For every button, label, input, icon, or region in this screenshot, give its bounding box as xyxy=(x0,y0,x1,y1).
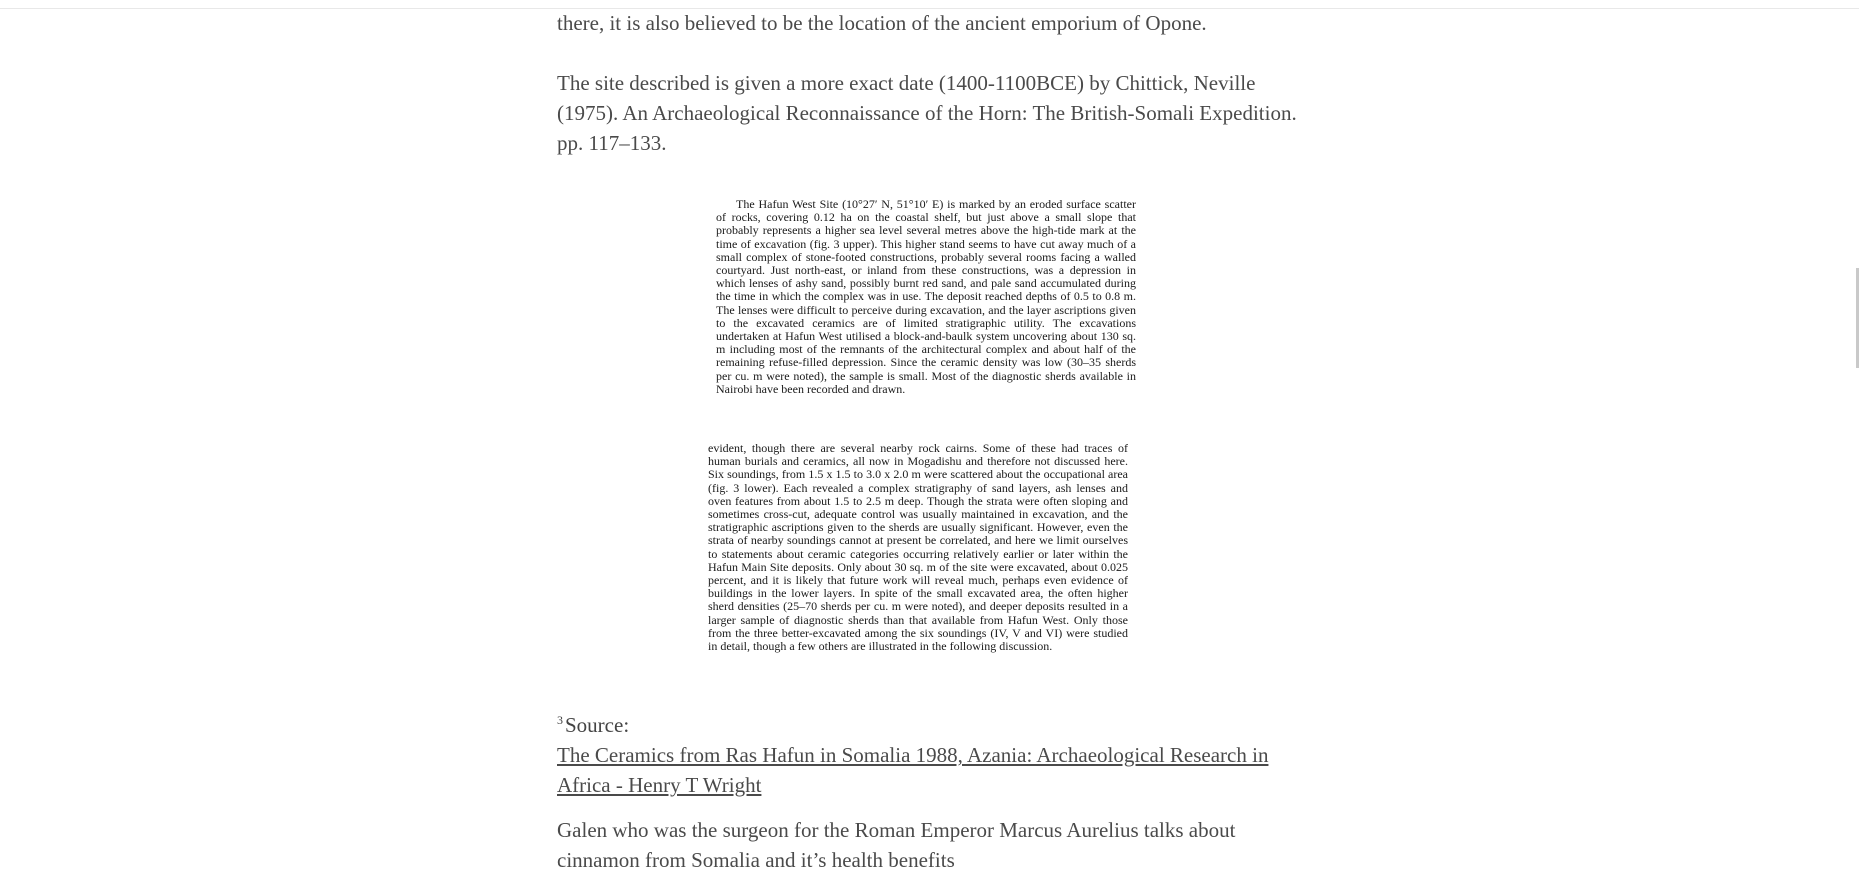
source-label: Source: xyxy=(565,713,630,737)
scanned-excerpt-text: evident, though there are several nearby rock cairns. Some of these had traces of human burials and ceramics, all now in Mogadishu and therefore not discussed here. Six soundings, from 1.5 x 1.5 to 3.0 x 2.0 m were scattered about the occupational area (fig. 3 lower). Each revealed a complex stratigraphy of sand layers, ash lenses and oven features from about 1.5 to 2.5 m deep. Though the strata were often sloping and sometimes cross-cut, adequate control was usually maintained in excavation, and the stratigraphic ascriptions given to the sherds are usually significant. However, even the strata of nearby soundings cannot at present be correlated, and here we limit ourselves to statements about ceramic categories occurring relatively earlier or later within the Hafun Main Site deposits. Only about 30 sq. m of the site were excavated, about 0.025 percent, and it is likely that future work will reveal much, perhaps even evidence of buildings in the lower layers. In spite of the small excavated area, the often higher sherd densities (25–70 sherds per cu. m were noted), and deeper deposits resulted in a larger sample of diagnostic sherds than that available from Hafun West. Only those from the three better-excavated among the six soundings (IV, V and VI) were studied in detail, though a few others are illustrated in the following discussion. xyxy=(708,442,1128,654)
source-citation xyxy=(557,705,1297,800)
paragraph-galen: Galen who was the surgeon for the Roman Emperor Marcus Aurelius talks about cinnamon from Somalia and it’s health benefits xyxy=(557,818,1236,872)
paragraph-chittick-citation: The site described is given a more exact date (1400-1100BCE) by Chittick, Neville (1975). An Archaeological Reconnaissance of the Horn: The British-Somali Expedition. pp. 117–133. xyxy=(557,71,1297,155)
source-link[interactable]: The Ceramics from Ras Hafun in Somalia 1988, Azania: Archaeological Research in Africa - Henry T Wright xyxy=(557,743,1269,797)
scanned-excerpt-hafun-west xyxy=(716,198,1136,414)
scanned-excerpt-hafun-main xyxy=(708,442,1128,672)
footnote-marker[interactable]: 3 xyxy=(557,713,563,727)
paragraph-opone: there, it is also believed to be the location of the ancient emporium of Opone. xyxy=(557,11,1207,35)
scanned-excerpt-text: The Hafun West Site (10°27′ N, 51°10′ E) is marked by an eroded surface scatter of rocks, covering 0.12 ha on the coastal shelf, but just above a small slope that probably represents a higher sea level several metres above the high-tide mark at the time of excavation (fig. 3 upper). This higher stand seems to have cut away much of a small complex of stone-footed constructions, probably several rooms facing a walled courtyard. Just north-east, or inland from these constructions, was a depression in which lenses of ashy sand, possibly burnt red sand, and pale sand accumulated during the time in which the complex was in use. The deposit reached depths of 0.5 to 0.8 m. The lenses were difficult to perceive during excavation, and the layer ascriptions given to the excavated ceramics are of limited stratigraphic utility. The excavations undertaken at Hafun West utilised a block-and-baulk system uncovering about 130 sq. m including most of the remnants of the architectural complex and about half of the remaining refuse-filled depression. Since the ceramic density was low (30–35 sherds per cu. m were noted), the sample is small. Most of the diagnostic sherds available in Nairobi have been recorded and drawn. xyxy=(716,198,1136,396)
